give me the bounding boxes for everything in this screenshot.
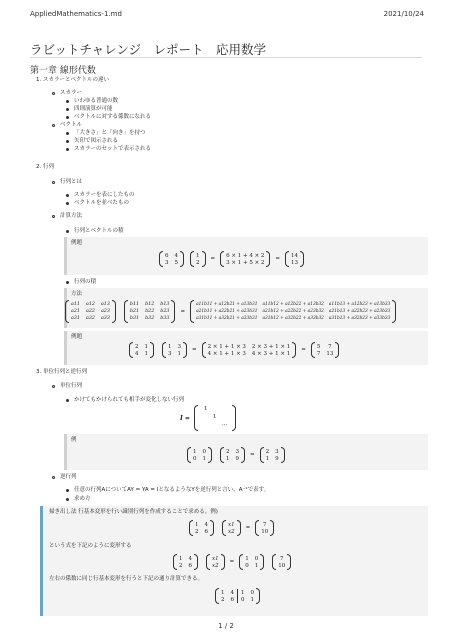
section-3-heading: 3. 単位行列と逆行列 <box>36 369 87 375</box>
equation-transformed: 1 4 2 6 x1 x2 = 1 0 0 1 7 10 <box>173 554 291 570</box>
augmented-matrix: 1 4 2 6 1 0 0 1 <box>215 588 260 604</box>
example-box-matrix-product <box>64 331 428 365</box>
chapter-heading: 第一章 線形代数 <box>30 66 96 76</box>
vector-label: ベクトル <box>60 122 83 128</box>
example-box-matrix-vector <box>64 237 428 275</box>
page-header <box>30 10 424 18</box>
list-item: スカラーのセットで表示される <box>74 146 152 152</box>
scalar-label: スカラー <box>60 90 83 96</box>
equation-identity-example: 1 0 0 1 2 3 1 9 = 2 3 1 9 <box>187 447 285 463</box>
bullet-icon <box>66 148 69 151</box>
bullet-icon <box>66 100 69 103</box>
bullet-icon <box>66 498 69 501</box>
matrix-vector-product-label: 行列とベクトルの積 <box>74 228 124 234</box>
equation-general-product: a11 a12 a13 a21 a22 a23 a31 a32 a33 b11 b12 b13 b21 b22 b23 b31 b32 b33 = a11b11 + a12b21 + a13b31 a11b12 + a12b22 + a13b32 a11b13 + a12b23 + a13b33 a21b11 + a22b21 + a23b31 a21b12 + a22b22 + a23b32 a21b13 + a22b23 + a23b33 a31b11 + a32b21 + a33b31 a31b12 + a32b22 + a33b32 a31b13 + a32b23 + a33b33 <box>65 300 396 323</box>
inverse-matrix-label: 逆行列 <box>60 474 77 480</box>
list-item: スカラーを表にしたもの <box>74 192 135 198</box>
bullet-icon <box>66 194 69 197</box>
list-item: 矢印で図示される <box>74 138 119 144</box>
bullet-icon <box>52 215 55 218</box>
sweep-method-text: 掃き出し法 行基本変形を行い識別行列を作成することで求める。例) <box>49 509 218 515</box>
bullet-icon <box>66 108 69 111</box>
sweep-method-box <box>40 506 428 616</box>
bullet-icon <box>52 476 55 479</box>
method-box-matrix-product <box>64 288 428 328</box>
equation-matrix-product: 2 1 4 1 1 3 3 1 = 2 × 1 + 1 × 3 2 × 3 + 1 × 1 4 × 1 + 1 × 3 4 × 3 + 1 × 1 = 5 7 7 13 <box>129 342 339 358</box>
bullet-icon <box>66 116 69 119</box>
example-label: 例題 <box>71 240 83 246</box>
bullet-icon <box>66 132 69 135</box>
bullet-icon <box>66 399 69 402</box>
section-1-heading: 1. スカラーとベクトルの違い <box>36 77 109 83</box>
header-filename: AppliedMathematics-1.md <box>30 10 122 18</box>
page-title: ラビットチャレンジ レポート 応用数学 <box>30 42 267 57</box>
transform-text: という式を下記のように変形する <box>49 543 132 549</box>
title-divider <box>30 57 422 58</box>
list-item: ベクトルを並べたもの <box>74 200 130 206</box>
bullet-icon <box>66 140 69 143</box>
page-number: 1 / 2 <box>218 622 234 630</box>
list-item: 「大きさ」と「向き」を持つ <box>74 130 146 136</box>
method-label: 方法 <box>71 291 83 297</box>
equation-system: 1 4 2 6 x1 x2 = 7 10 <box>189 520 274 536</box>
example-label: 例題 <box>71 334 83 340</box>
list-item: いわゆる普通の数 <box>74 98 119 104</box>
bullet-icon <box>66 281 69 284</box>
bullet-icon <box>66 202 69 205</box>
identity-description: かけてもかけられても相手が変化しない行列 <box>74 397 185 403</box>
list-item: 四則演算が可能 <box>74 106 113 112</box>
find-method-label: 求め方 <box>74 496 91 502</box>
identity-matrix-equation: I = 1 1 ... <box>180 405 236 431</box>
bullet-icon <box>66 230 69 233</box>
inverse-description: 任意の行列AについてAY = YA = IとなるようなYを逆行列と言い、A⁻¹で表す。 <box>74 487 270 493</box>
bullet-icon <box>52 181 55 184</box>
bullet-icon <box>52 385 55 388</box>
identity-matrix-label: 単位行列 <box>60 383 83 389</box>
bullet-icon <box>66 489 69 492</box>
section-2-heading: 2. 行列 <box>36 164 54 170</box>
example-box-identity <box>64 434 428 470</box>
matrix-product-label: 行列の積 <box>74 279 97 285</box>
bullet-icon <box>52 92 55 95</box>
header-date: 2021/10/24 <box>383 10 424 18</box>
matrix-definition-label: 行列とは <box>60 179 83 185</box>
bullet-icon <box>52 124 55 127</box>
list-item: ベクトルに対する係数になれる <box>74 114 152 120</box>
example-label: 例 <box>71 437 77 443</box>
row-operation-text: 左右の係数に同じ行基本変形を行うと下記の通り計算できる。 <box>49 576 204 582</box>
equation-matrix-vector: 6 4 3 5 1 2 = 6 × 1 + 4 × 2 3 × 1 + 5 × 2 = 14 13 <box>159 251 304 267</box>
calc-method-label: 計算方法 <box>60 213 83 219</box>
